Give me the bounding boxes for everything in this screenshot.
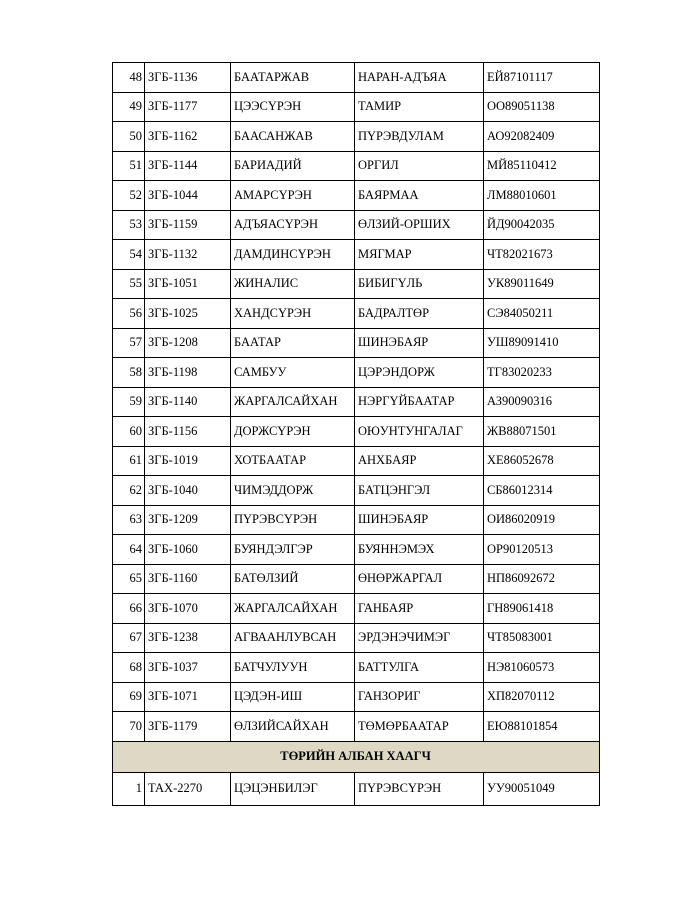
roster-body	[113, 63, 600, 742]
row-surname: БАТЧУЛУУН	[231, 653, 355, 683]
row-code: ЗГБ-1037	[145, 653, 231, 683]
row-surname: ЖАРГАЛСАЙХАН	[231, 387, 355, 417]
section-body	[113, 772, 600, 805]
row-surname: САМБУУ	[231, 358, 355, 388]
row-code: ЗГБ-1156	[145, 417, 231, 447]
row-code: ЗГБ-1162	[145, 122, 231, 152]
row-code: ЗГБ-1070	[145, 594, 231, 624]
row-surname: БААТАР	[231, 328, 355, 358]
table-row	[113, 535, 600, 565]
section-header-body	[113, 741, 600, 772]
section-header-row	[113, 741, 600, 772]
row-name: ОЮУНТУНГАЛАГ	[355, 417, 484, 447]
row-register-number: ЕЙ87101117	[484, 63, 600, 93]
row-name: БАДРАЛТӨР	[355, 299, 484, 329]
row-code: ЗГБ-1044	[145, 181, 231, 211]
row-number: 61	[113, 446, 145, 476]
row-register-number: ЛМ88010601	[484, 181, 600, 211]
row-register-number: УУ90051049	[484, 772, 600, 805]
row-code: ЗГБ-1071	[145, 682, 231, 712]
row-code: ЗГБ-1060	[145, 535, 231, 565]
row-code: ЗГБ-1144	[145, 151, 231, 181]
row-surname: ДАМДИНСҮРЭН	[231, 240, 355, 270]
table-row	[113, 328, 600, 358]
row-name: БАЯРМАА	[355, 181, 484, 211]
row-name: ӨЛЗИЙ-ОРШИХ	[355, 210, 484, 240]
row-number: 63	[113, 505, 145, 535]
row-surname: БААТАРЖАВ	[231, 63, 355, 93]
row-name: МЯГМАР	[355, 240, 484, 270]
row-surname: ЖИНАЛИС	[231, 269, 355, 299]
table-row	[113, 623, 600, 653]
row-name: НЭРГҮЙБААТАР	[355, 387, 484, 417]
table-row	[113, 269, 600, 299]
row-surname: ХАНДСҮРЭН	[231, 299, 355, 329]
table-row	[113, 446, 600, 476]
row-code: ТАХ-2270	[145, 772, 231, 805]
table-row	[113, 210, 600, 240]
row-number: 65	[113, 564, 145, 594]
row-name: ТӨМӨРБААТАР	[355, 712, 484, 742]
row-name: ӨНӨРЖАРГАЛ	[355, 564, 484, 594]
roster-table	[112, 62, 600, 806]
row-number: 49	[113, 92, 145, 122]
table-row	[113, 564, 600, 594]
row-surname: АМАРСҮРЭН	[231, 181, 355, 211]
row-number: 50	[113, 122, 145, 152]
row-surname: ӨЛЗИЙСАЙХАН	[231, 712, 355, 742]
row-surname: АДЪЯАСҮРЭН	[231, 210, 355, 240]
row-surname: БУЯНДЭЛГЭР	[231, 535, 355, 565]
table-row	[113, 122, 600, 152]
row-name: БАТТУЛГА	[355, 653, 484, 683]
row-register-number: ЙД90042035	[484, 210, 600, 240]
row-number: 68	[113, 653, 145, 683]
row-number: 1	[113, 772, 145, 805]
row-register-number: АЗ90090316	[484, 387, 600, 417]
table-row	[113, 505, 600, 535]
row-name: ПҮРЭВДУЛАМ	[355, 122, 484, 152]
table-row	[113, 387, 600, 417]
table-row	[113, 594, 600, 624]
row-name: ШИНЭБАЯР	[355, 328, 484, 358]
table-row	[113, 682, 600, 712]
row-register-number: ЧТ82021673	[484, 240, 600, 270]
row-number: 57	[113, 328, 145, 358]
table-row	[113, 653, 600, 683]
row-code: ЗГБ-1177	[145, 92, 231, 122]
row-register-number: УШ89091410	[484, 328, 600, 358]
row-surname: ЦЭДЭН-ИШ	[231, 682, 355, 712]
row-name: ГАНЗОРИГ	[355, 682, 484, 712]
table-row	[113, 63, 600, 93]
row-surname: ПҮРЭВСҮРЭН	[231, 505, 355, 535]
row-register-number: СЭ84050211	[484, 299, 600, 329]
table-row	[113, 417, 600, 447]
row-register-number: ОР90120513	[484, 535, 600, 565]
row-number: 59	[113, 387, 145, 417]
row-name: ЦЭРЭНДОРЖ	[355, 358, 484, 388]
row-code: ЗГБ-1136	[145, 63, 231, 93]
row-name: ЭРДЭНЭЧИМЭГ	[355, 623, 484, 653]
row-number: 52	[113, 181, 145, 211]
row-number: 54	[113, 240, 145, 270]
row-register-number: ЧТ85083001	[484, 623, 600, 653]
row-register-number: НП86092672	[484, 564, 600, 594]
row-code: ЗГБ-1051	[145, 269, 231, 299]
row-code: ЗГБ-1179	[145, 712, 231, 742]
table-row	[113, 772, 600, 805]
row-register-number: ЕЮ88101854	[484, 712, 600, 742]
table-row	[113, 240, 600, 270]
row-name: ШИНЭБАЯР	[355, 505, 484, 535]
row-register-number: МЙ85110412	[484, 151, 600, 181]
row-register-number: ХЕ86052678	[484, 446, 600, 476]
row-register-number: СБ86012314	[484, 476, 600, 506]
row-code: ЗГБ-1209	[145, 505, 231, 535]
row-number: 66	[113, 594, 145, 624]
row-name: ПҮРЭВСҮРЭН	[355, 772, 484, 805]
table-row	[113, 476, 600, 506]
row-name: НАРАН-АДЪЯА	[355, 63, 484, 93]
row-surname: ХОТБААТАР	[231, 446, 355, 476]
row-number: 69	[113, 682, 145, 712]
row-name: ГАНБАЯР	[355, 594, 484, 624]
table-row	[113, 358, 600, 388]
row-register-number: ЖВ88071501	[484, 417, 600, 447]
table-row	[113, 299, 600, 329]
row-number: 64	[113, 535, 145, 565]
section-title: ТӨРИЙН АЛБАН ХААГЧ	[113, 741, 600, 772]
row-number: 51	[113, 151, 145, 181]
row-number: 62	[113, 476, 145, 506]
row-register-number: ТГ83020233	[484, 358, 600, 388]
row-register-number: ГН89061418	[484, 594, 600, 624]
row-surname: ЧИМЭДДОРЖ	[231, 476, 355, 506]
row-code: ЗГБ-1208	[145, 328, 231, 358]
row-number: 70	[113, 712, 145, 742]
row-code: ЗГБ-1019	[145, 446, 231, 476]
row-code: ЗГБ-1040	[145, 476, 231, 506]
row-code: ЗГБ-1238	[145, 623, 231, 653]
row-code: ЗГБ-1132	[145, 240, 231, 270]
row-surname: БАРИАДИЙ	[231, 151, 355, 181]
row-register-number: ХП82070112	[484, 682, 600, 712]
row-register-number: НЭ81060573	[484, 653, 600, 683]
row-surname: ДОРЖСҮРЭН	[231, 417, 355, 447]
row-register-number: ОО89051138	[484, 92, 600, 122]
row-code: ЗГБ-1160	[145, 564, 231, 594]
row-name: БУЯННЭМЭХ	[355, 535, 484, 565]
row-number: 53	[113, 210, 145, 240]
row-name: ТАМИР	[355, 92, 484, 122]
table-row	[113, 151, 600, 181]
row-code: ЗГБ-1025	[145, 299, 231, 329]
row-name: БАТЦЭНГЭЛ	[355, 476, 484, 506]
table-row	[113, 712, 600, 742]
row-code: ЗГБ-1159	[145, 210, 231, 240]
table-row	[113, 92, 600, 122]
row-number: 56	[113, 299, 145, 329]
row-code: ЗГБ-1140	[145, 387, 231, 417]
row-number: 55	[113, 269, 145, 299]
row-name: ОРГИЛ	[355, 151, 484, 181]
row-name: БИБИГҮЛЬ	[355, 269, 484, 299]
row-register-number: УК89011649	[484, 269, 600, 299]
row-number: 60	[113, 417, 145, 447]
row-surname: ЖАРГАЛСАЙХАН	[231, 594, 355, 624]
row-surname: АГВААНЛУВСАН	[231, 623, 355, 653]
row-surname: БАТӨЛЗИЙ	[231, 564, 355, 594]
row-code: ЗГБ-1198	[145, 358, 231, 388]
row-name: АНХБАЯР	[355, 446, 484, 476]
row-number: 48	[113, 63, 145, 93]
row-number: 58	[113, 358, 145, 388]
row-surname: БААСАНЖАВ	[231, 122, 355, 152]
table-row	[113, 181, 600, 211]
row-register-number: ОИ86020919	[484, 505, 600, 535]
row-register-number: АО92082409	[484, 122, 600, 152]
row-surname: ЦЭЦЭНБИЛЭГ	[231, 772, 355, 805]
row-number: 67	[113, 623, 145, 653]
row-surname: ЦЭЭСҮРЭН	[231, 92, 355, 122]
